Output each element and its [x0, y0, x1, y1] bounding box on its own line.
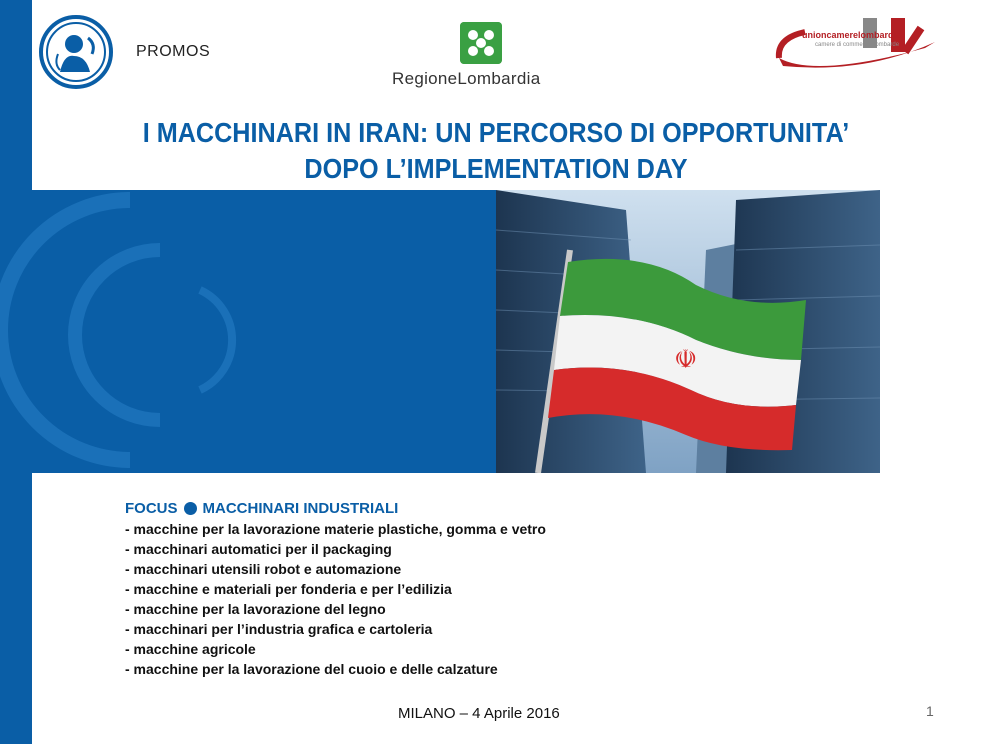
unioncamere-subtitle: camere di commercio lombarde	[815, 42, 900, 48]
page-title	[86, 115, 907, 187]
list-item: - macchinari per l’industria grafica e cartoleria	[125, 621, 433, 637]
unioncamere-label: unioncamerelombardia	[802, 30, 902, 40]
title-line-1: I MACCHINARI IN IRAN: UN PERCORSO DI OPPORTUNITA’	[142, 117, 850, 148]
page-number: 1	[926, 703, 934, 719]
focus-label: FOCUS	[125, 500, 178, 517]
list-item: - macchinari automatici per il packaging	[125, 541, 392, 557]
regione-lombardia-label: RegioneLombardia	[392, 69, 541, 88]
list-item: - macchine per la lavorazione del cuoio e delle calzature	[125, 661, 498, 677]
focus-list	[125, 519, 725, 679]
title-line-2: DOPO L’IMPLEMENTATION DAY	[304, 153, 688, 184]
svg-text:☫: ☫	[674, 345, 698, 375]
list-item: - macchine agricole	[125, 641, 256, 657]
focus-section	[125, 500, 725, 679]
list-item: - macchinari utensili robot e automazione	[125, 561, 402, 577]
promos-label: PROMOS	[136, 43, 211, 60]
bullet-dot-icon	[184, 502, 197, 515]
regione-lombardia-logo-icon	[460, 22, 502, 64]
decorative-arcs-icon	[0, 190, 500, 473]
focus-topic: MACCHINARI INDUSTRIALI	[202, 500, 399, 517]
unioncamere-logo-icon	[775, 18, 937, 80]
list-item: - macchine per la lavorazione del legno	[125, 601, 386, 617]
list-item: - macchine per la lavorazione materie plastiche, gomma e vetro	[125, 521, 546, 537]
list-item: - macchine e materiali per fonderia e per l’edilizia	[125, 581, 452, 597]
footer-date: MILANO – 4 Aprile 2016	[398, 705, 560, 722]
promos-logo-icon	[38, 14, 114, 90]
iran-flag-photo	[496, 190, 880, 473]
decorative-blue-band	[0, 190, 500, 473]
focus-heading	[125, 500, 725, 517]
